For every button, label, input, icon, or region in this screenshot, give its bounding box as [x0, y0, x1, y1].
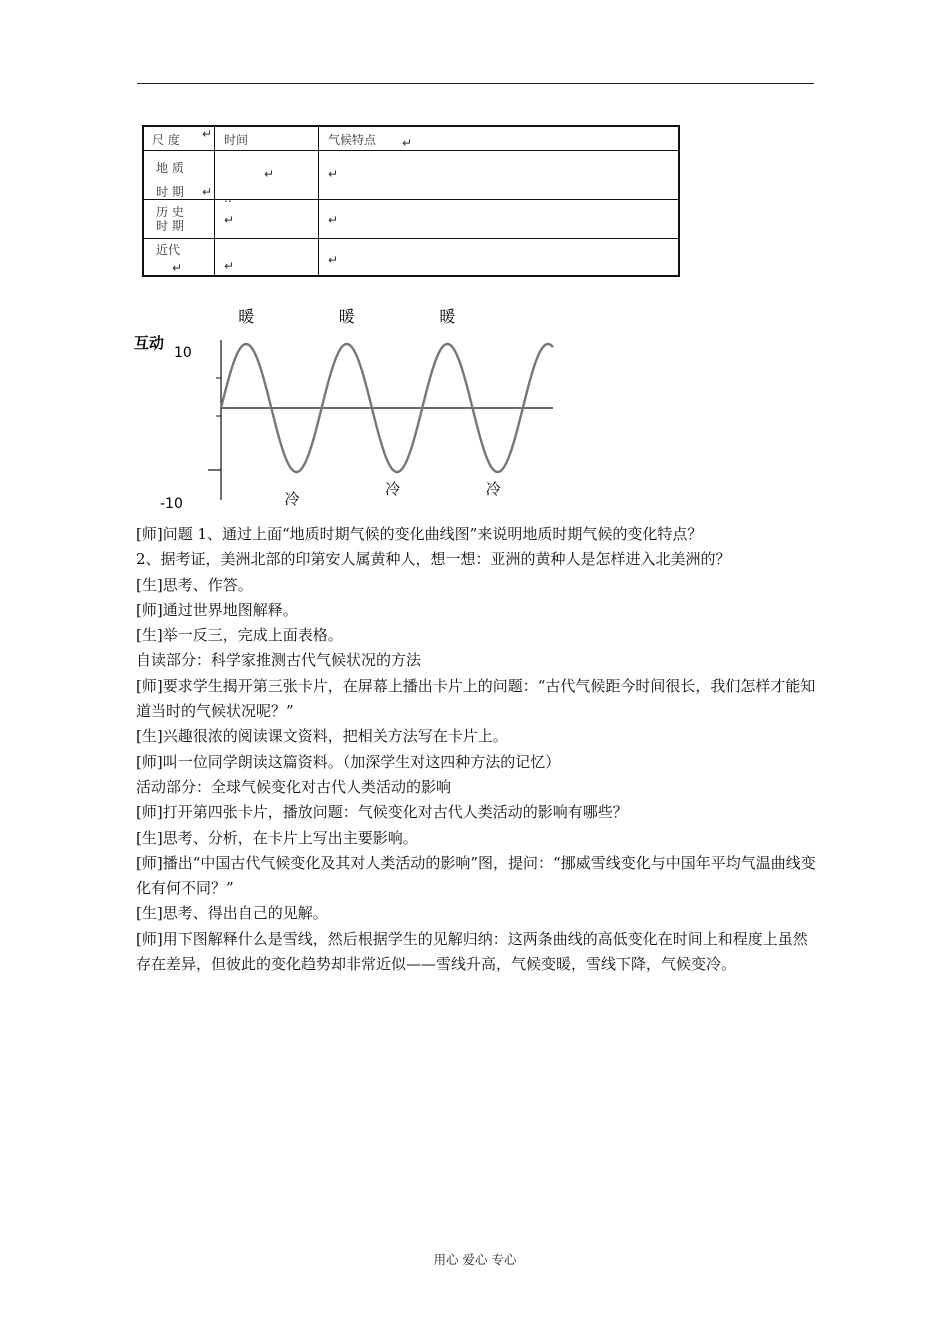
header-scale: 尺 度: [152, 133, 180, 147]
paragraph: 2、据考证，美洲北部的印第安人属黄种人，想一想：亚洲的黄种人是怎样进入北美洲的？: [136, 550, 731, 569]
cold-label: 冷: [385, 480, 401, 498]
y-tick-label-top: 10: [174, 345, 192, 361]
row-modern-scale-line1: 近代: [156, 243, 181, 257]
paragraph: [师]通过世界地图解释。: [136, 600, 298, 619]
paragraph: [生]思考、得出自己的见解。: [136, 904, 328, 923]
paragraph: [师]用下图解释什么是雪线，然后根据学生的见解归纳：这两条曲线的高低变化在时间上和程度上虽然存在差异，但彼此的变化趋势却非常近似——雪线升高，气候变暖，雪线下降，气候变冷。: [136, 929, 808, 974]
cold-label: 冷: [485, 480, 501, 498]
paragraph: [师]打开第四张卡片，播放问题：气候变化对古代人类活动的影响有哪些？: [136, 803, 628, 822]
paragraph: [师]要求学生揭开第三张卡片，在屏幕上播出卡片上的问题：“古代气候距今时间很长，我们怎样才能知道当时的气候状况呢？”: [136, 676, 816, 721]
table-divider: [144, 150, 678, 151]
header-rule: [137, 83, 814, 84]
row-historic-scale-line2: 时 期: [156, 219, 184, 233]
row-historic-scale-line1: 历 史: [156, 205, 184, 219]
row-geologic-scale-line1: 地 质: [156, 161, 184, 175]
climate-scale-table: 尺 度 时间 气候特点 ↵ ↵ 地 质 时 期 ↵ .. ↵ ↵ 历 史 时 期 ↵ ↵ 近代 ↵ ↵ ↵: [142, 125, 680, 277]
chart-side-label: 互动: [134, 334, 165, 352]
paragraph: [生]思考、作答。: [136, 575, 253, 594]
paragraph: [生]举一反三，完成上面表格。: [136, 626, 343, 645]
row-geologic-scale-line2: 时 期: [156, 185, 184, 199]
cold-label: 冷: [284, 490, 300, 508]
warm-label: 暖: [238, 307, 255, 326]
paragraph: 自读部分：科学家推测古代气候状况的方法: [136, 651, 422, 670]
paragraph: [生]思考、分析，在卡片上写出主要影响。: [136, 828, 418, 847]
page-footer: 用心 爱心 专心: [433, 1252, 517, 1267]
paragraph: [师]叫一位同学朗读这篇资料。（加深学生对这四种方法的记忆）: [136, 752, 561, 771]
paragraph: [师]问题 1、通过上面“地质时期气候的变化曲线图”来说明地质时期气候的变化特点？: [136, 525, 703, 543]
warm-label: 暖: [338, 307, 355, 326]
paragraph: [师]播出“中国古代气候变化及其对人类活动的影响”图，提问：“挪威雪线变化与中国年平均气温曲线变化有何不同？”: [136, 853, 816, 898]
header-time: 时间: [224, 133, 249, 147]
warm-label: 暖: [439, 307, 456, 326]
climate-curve-chart: [130, 300, 570, 515]
paragraph: [生]兴趣很浓的阅读课文资料，把相关方法写在卡片上。: [136, 727, 508, 746]
lesson-text: [136, 522, 816, 977]
paragraph: 活动部分：全球气候变化对古代人类活动的影响: [136, 777, 452, 796]
table-divider: [144, 238, 678, 239]
y-tick-label-bottom: -10: [160, 496, 183, 512]
header-climate: 气候特点: [328, 133, 377, 147]
